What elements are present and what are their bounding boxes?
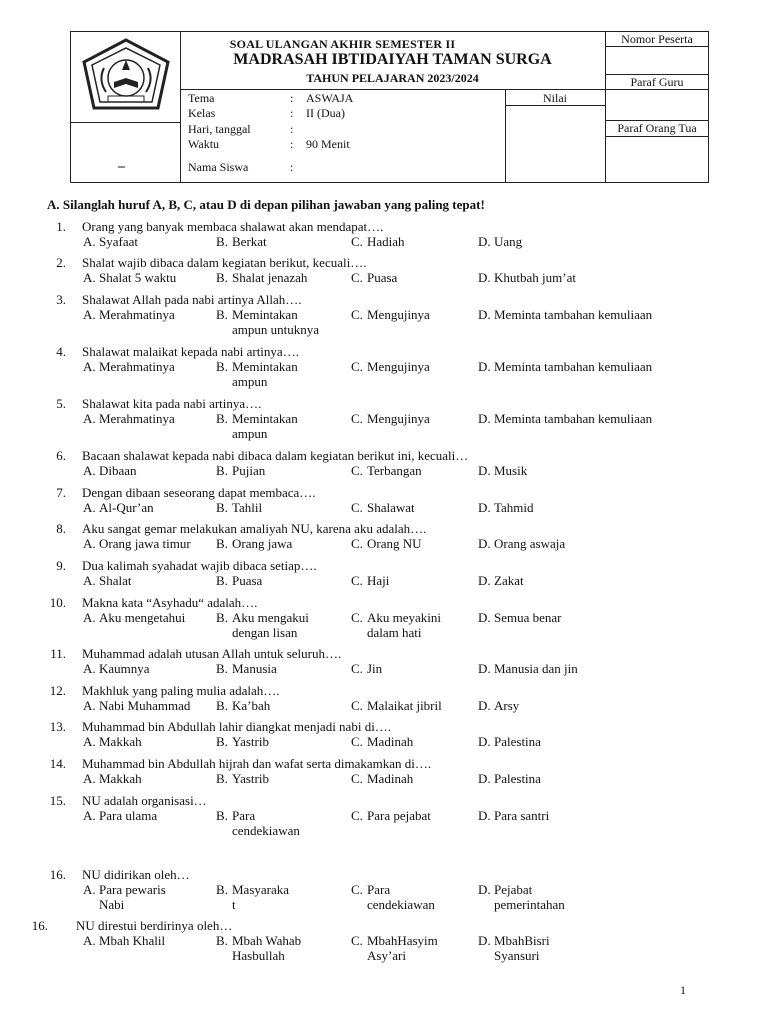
question-text: Shalawat malaikat kepada nabi artinya…. (82, 344, 299, 359)
option-text[interactable]: Uang (494, 234, 523, 249)
question-text: NU direstui berdirinya oleh… (76, 918, 233, 933)
option-text[interactable]: Memintakan (232, 307, 298, 322)
option-letter[interactable]: A. (83, 808, 96, 823)
option-letter[interactable]: C. (351, 463, 363, 478)
option-letter[interactable]: A. (83, 661, 96, 676)
option-text[interactable]: Para pewaris (99, 882, 166, 897)
question-number: 12. (49, 683, 66, 698)
option-text[interactable]: Mbah Khalil (99, 933, 166, 948)
option-text[interactable]: Manusia (232, 661, 277, 676)
field-sep: : (290, 137, 294, 151)
option-letter[interactable]: A. (83, 234, 96, 249)
option-letter[interactable]: B. (216, 270, 228, 285)
field-label-tanggal: Hari, tanggal (188, 122, 251, 136)
option-letter[interactable]: A. (83, 698, 96, 713)
option-letter[interactable]: C. (351, 661, 363, 676)
question-text: Makhluk yang paling mulia adalah…. (82, 683, 280, 698)
divider (605, 31, 606, 183)
question-number: 15. (49, 793, 66, 808)
option-letter[interactable]: C. (351, 234, 363, 249)
option-text[interactable]: Haji (367, 573, 390, 588)
option-text[interactable]: Khutbah jum’at (494, 270, 576, 285)
option-text[interactable]: Shalat (99, 573, 132, 588)
option-text[interactable]: Yastrib (232, 734, 269, 749)
paraf-guru-label: Paraf Guru (630, 75, 684, 89)
question-number: 11. (50, 646, 66, 661)
option-letter[interactable]: B. (216, 610, 228, 625)
option-letter[interactable]: D. (478, 463, 491, 478)
option-text-cont: ampun (232, 426, 268, 441)
option-text[interactable]: Terbangan (367, 463, 422, 478)
option-text-cont: ampun (232, 374, 268, 389)
option-letter[interactable]: D. (478, 307, 491, 322)
option-text-cont: t (232, 897, 236, 912)
option-text[interactable]: Musik (494, 463, 528, 478)
option-letter[interactable]: C. (351, 610, 363, 625)
option-text[interactable]: Tahmid (494, 500, 534, 515)
field-value-tema: ASWAJA (306, 91, 354, 105)
option-text-cont: cendekiawan (232, 823, 300, 838)
option-text[interactable]: Meminta tambahan kemuliaan (494, 359, 653, 374)
option-text[interactable]: Makkah (99, 734, 142, 749)
option-letter[interactable]: A. (83, 536, 96, 551)
option-text[interactable]: Orang aswaja (494, 536, 566, 551)
option-text[interactable]: Zakat (494, 573, 524, 588)
option-letter[interactable]: B. (216, 500, 228, 515)
option-letter[interactable]: B. (216, 734, 228, 749)
option-text[interactable]: Shalawat (367, 500, 415, 515)
option-text-cont: Asy’ari (367, 948, 406, 963)
option-text[interactable]: Shalat jenazah (232, 270, 308, 285)
option-letter[interactable]: A. (83, 359, 96, 374)
option-text[interactable]: Puasa (232, 573, 263, 588)
option-text[interactable]: Memintakan (232, 411, 298, 426)
option-letter[interactable]: A. (83, 411, 96, 426)
option-letter[interactable]: C. (351, 307, 363, 322)
option-letter[interactable]: D. (478, 610, 491, 625)
academic-year: TAHUN PELAJARAN 2023/2024 (306, 71, 479, 85)
option-text[interactable]: Meminta tambahan kemuliaan (494, 307, 653, 322)
option-letter[interactable]: B. (216, 411, 228, 426)
option-letter[interactable]: C. (351, 808, 363, 823)
question-text: Muhammad adalah utusan Allah untuk seluruh…. (82, 646, 342, 661)
option-letter[interactable]: C. (351, 698, 363, 713)
question-number: 6. (56, 448, 66, 463)
option-letter[interactable]: D. (478, 234, 491, 249)
option-text[interactable]: Kaumnya (99, 661, 150, 676)
question-text: Dengan dibaan seseorang dapat membaca…. (82, 485, 316, 500)
option-text[interactable]: Makkah (99, 771, 142, 786)
option-letter[interactable]: B. (216, 661, 228, 676)
option-letter[interactable]: D. (478, 500, 491, 515)
question-text: NU didirikan oleh… (82, 867, 190, 882)
option-letter[interactable]: B. (216, 882, 228, 897)
option-text[interactable]: Yastrib (232, 771, 269, 786)
page-number: 1 (680, 983, 686, 997)
question-number: 8. (56, 521, 66, 536)
option-text[interactable]: Para santri (494, 808, 550, 823)
option-text[interactable]: Para (232, 808, 256, 823)
option-text[interactable]: Merahmatinya (99, 307, 175, 322)
option-text[interactable]: Jin (367, 661, 383, 676)
option-letter[interactable]: D. (478, 882, 491, 897)
question-text: NU adalah organisasi… (82, 793, 207, 808)
option-letter[interactable]: D. (478, 536, 491, 551)
option-letter[interactable]: C. (351, 270, 363, 285)
option-letter[interactable]: C. (351, 536, 363, 551)
option-text[interactable]: Aku meyakini (367, 610, 442, 625)
option-text[interactable]: Berkat (232, 234, 267, 249)
option-text[interactable]: Merahmatinya (99, 359, 175, 374)
option-letter[interactable]: D. (478, 359, 491, 374)
question-number: 14. (49, 756, 66, 771)
option-text[interactable]: Orang NU (367, 536, 422, 551)
question-number: 5. (56, 396, 66, 411)
exam-title: SOAL ULANGAN AKHIR SEMESTER II (229, 37, 456, 51)
question-text: Shalawat Allah pada nabi artinya Allah…. (82, 292, 302, 307)
option-text[interactable]: Memintakan (232, 359, 298, 374)
field-label-kelas: Kelas (188, 106, 216, 120)
option-text[interactable]: Palestina (494, 771, 541, 786)
option-letter[interactable]: C. (351, 411, 363, 426)
field-sep: : (290, 122, 294, 136)
option-letter[interactable]: B. (216, 933, 228, 948)
option-text[interactable]: Mbah Wahab (232, 933, 302, 948)
option-letter[interactable]: A. (83, 307, 96, 322)
question-text: Makna kata “Asyhadu“ adalah…. (82, 595, 258, 610)
field-sep: : (290, 160, 294, 174)
option-text[interactable]: Ka’bah (232, 698, 271, 713)
option-text[interactable]: Para (367, 882, 391, 897)
field-value-kelas: II (Dua) (306, 106, 345, 120)
option-letter[interactable]: B. (216, 808, 228, 823)
question-text: Shalat wajib dibaca dalam kegiatan berikut, kecuali…. (82, 255, 367, 270)
option-text[interactable]: Puasa (367, 270, 398, 285)
question-number: 16. (31, 918, 48, 933)
option-text[interactable]: Syafaat (99, 234, 138, 249)
option-letter[interactable]: B. (216, 771, 228, 786)
option-letter[interactable]: D. (478, 698, 491, 713)
option-letter[interactable]: D. (478, 270, 491, 285)
field-label-tema: Tema (188, 91, 215, 105)
option-letter[interactable]: B. (216, 698, 228, 713)
question-text: Aku sangat gemar melakukan amaliyah NU, karena aku adalah…. (82, 521, 427, 536)
option-letter[interactable]: B. (216, 463, 228, 478)
question-text: Muhammad bin Abdullah hijrah dan wafat serta dimakamkan di…. (82, 756, 432, 771)
question-text: Muhammad bin Abdullah lahir diangkat menjadi nabi di…. (82, 719, 392, 734)
school-logo-icon (78, 38, 174, 118)
question-text: Bacaan shalawat kepada nabi dibaca dalam kegiatan berikut ini, kecuali… (82, 448, 469, 463)
option-text-cont: dengan lisan (232, 625, 298, 640)
option-text[interactable]: Mengujinya (367, 411, 430, 426)
question-text: Orang yang banyak membaca shalawat akan mendapat…. (82, 219, 384, 234)
divider (180, 89, 605, 90)
option-text[interactable]: Aku mengakui (232, 610, 309, 625)
option-text[interactable]: Aku mengetahui (99, 610, 186, 625)
option-letter[interactable]: C. (351, 573, 363, 588)
option-letter[interactable]: A. (83, 463, 96, 478)
nomor-peserta-label: Nomor Peserta (621, 32, 693, 46)
option-text[interactable]: Arsy (494, 698, 520, 713)
question-number: 9. (56, 558, 66, 573)
field-sep: : (290, 91, 294, 105)
field-label-nama: Nama Siswa (188, 160, 249, 174)
option-text[interactable]: Dibaan (99, 463, 137, 478)
option-text-cont: ampun untuknya (232, 322, 320, 337)
option-text[interactable]: Pujian (232, 463, 266, 478)
question-number: 10. (49, 595, 66, 610)
question-number: 16. (49, 867, 66, 882)
option-text[interactable]: Masyaraka (232, 882, 290, 897)
option-text[interactable]: Mengujinya (367, 307, 430, 322)
field-value-waktu: 90 Menit (306, 137, 350, 151)
option-letter[interactable]: A. (83, 610, 96, 625)
option-text-cont: pemerintahan (494, 897, 565, 912)
question-number: 1. (56, 219, 66, 234)
option-text[interactable]: Madinah (367, 734, 414, 749)
option-text[interactable]: Shalat 5 waktu (99, 270, 177, 285)
option-letter[interactable]: B. (216, 307, 228, 322)
option-text-cont: dalam hati (367, 625, 422, 640)
nilai-label: Nilai (543, 91, 567, 105)
option-letter[interactable]: D. (478, 808, 491, 823)
option-letter[interactable]: D. (478, 411, 491, 426)
question-text: Shalawat kita pada nabi artinya…. (82, 396, 262, 411)
option-text[interactable]: Nabi Muhammad (99, 698, 191, 713)
option-letter[interactable]: C. (351, 734, 363, 749)
option-text-cont: cendekiawan (367, 897, 435, 912)
option-letter[interactable]: D. (478, 734, 491, 749)
option-text[interactable]: Hadiah (367, 234, 405, 249)
option-text-cont: Nabi (99, 897, 125, 912)
option-letter[interactable]: D. (478, 661, 491, 676)
option-letter[interactable]: C. (351, 500, 363, 515)
option-letter[interactable]: B. (216, 359, 228, 374)
option-text[interactable]: Para pejabat (367, 808, 431, 823)
option-letter[interactable]: A. (83, 734, 96, 749)
field-label-waktu: Waktu (188, 137, 220, 151)
option-text[interactable]: Para ulama (99, 808, 158, 823)
option-letter[interactable]: C. (351, 359, 363, 374)
option-letter[interactable]: A. (83, 573, 96, 588)
question-text: Dua kalimah syahadat wajib dibaca setiap…. (82, 558, 317, 573)
option-text[interactable]: Meminta tambahan kemuliaan (494, 411, 653, 426)
instruction: A. Silanglah huruf A, B, C, atau D di depan pilihan jawaban yang paling tepat! (47, 197, 485, 212)
divider (605, 136, 709, 137)
option-letter[interactable]: A. (83, 882, 96, 897)
option-letter[interactable]: D. (478, 771, 491, 786)
option-letter[interactable]: C. (351, 933, 363, 948)
option-text[interactable]: Madinah (367, 771, 414, 786)
option-letter[interactable]: C. (351, 882, 363, 897)
option-letter[interactable]: A. (83, 500, 96, 515)
question-number: 7. (56, 485, 66, 500)
option-text[interactable]: Malaikat jibril (367, 698, 442, 713)
option-text[interactable]: Al-Qur’an (99, 500, 154, 515)
option-text[interactable]: Mengujinya (367, 359, 430, 374)
dash-mark: – (118, 159, 125, 174)
question-number: 13. (49, 719, 66, 734)
divider (70, 122, 180, 123)
option-letter[interactable]: B. (216, 536, 228, 551)
paraf-orang-tua-label: Paraf Orang Tua (617, 121, 697, 135)
option-text-cont: Hasbullah (232, 948, 285, 963)
option-text[interactable]: MbahBisri (494, 933, 550, 948)
option-letter[interactable]: B. (216, 234, 228, 249)
question-number: 4. (56, 344, 66, 359)
school-name: MADRASAH IBTIDAIYAH TAMAN SURGA (233, 51, 552, 68)
option-text[interactable]: Semua benar (494, 610, 562, 625)
option-letter[interactable]: D. (478, 933, 491, 948)
option-text[interactable]: Palestina (494, 734, 541, 749)
option-letter[interactable]: A. (83, 270, 96, 285)
option-letter[interactable]: A. (83, 771, 96, 786)
option-text[interactable]: Orang jawa (232, 536, 293, 551)
option-text-cont: Syansuri (494, 948, 540, 963)
option-text[interactable]: Merahmatinya (99, 411, 175, 426)
field-sep: : (290, 106, 294, 120)
option-text[interactable]: Tahlil (232, 500, 263, 515)
option-letter[interactable]: C. (351, 771, 363, 786)
option-text[interactable]: Manusia dan jin (494, 661, 578, 676)
option-text[interactable]: MbahHasyim (367, 933, 438, 948)
option-letter[interactable]: D. (478, 573, 491, 588)
option-letter[interactable]: A. (83, 933, 96, 948)
question-number: 2. (56, 255, 66, 270)
question-number: 3. (56, 292, 66, 307)
option-letter[interactable]: B. (216, 573, 228, 588)
option-text[interactable]: Orang jawa timur (99, 536, 191, 551)
option-text[interactable]: Pejabat (494, 882, 533, 897)
